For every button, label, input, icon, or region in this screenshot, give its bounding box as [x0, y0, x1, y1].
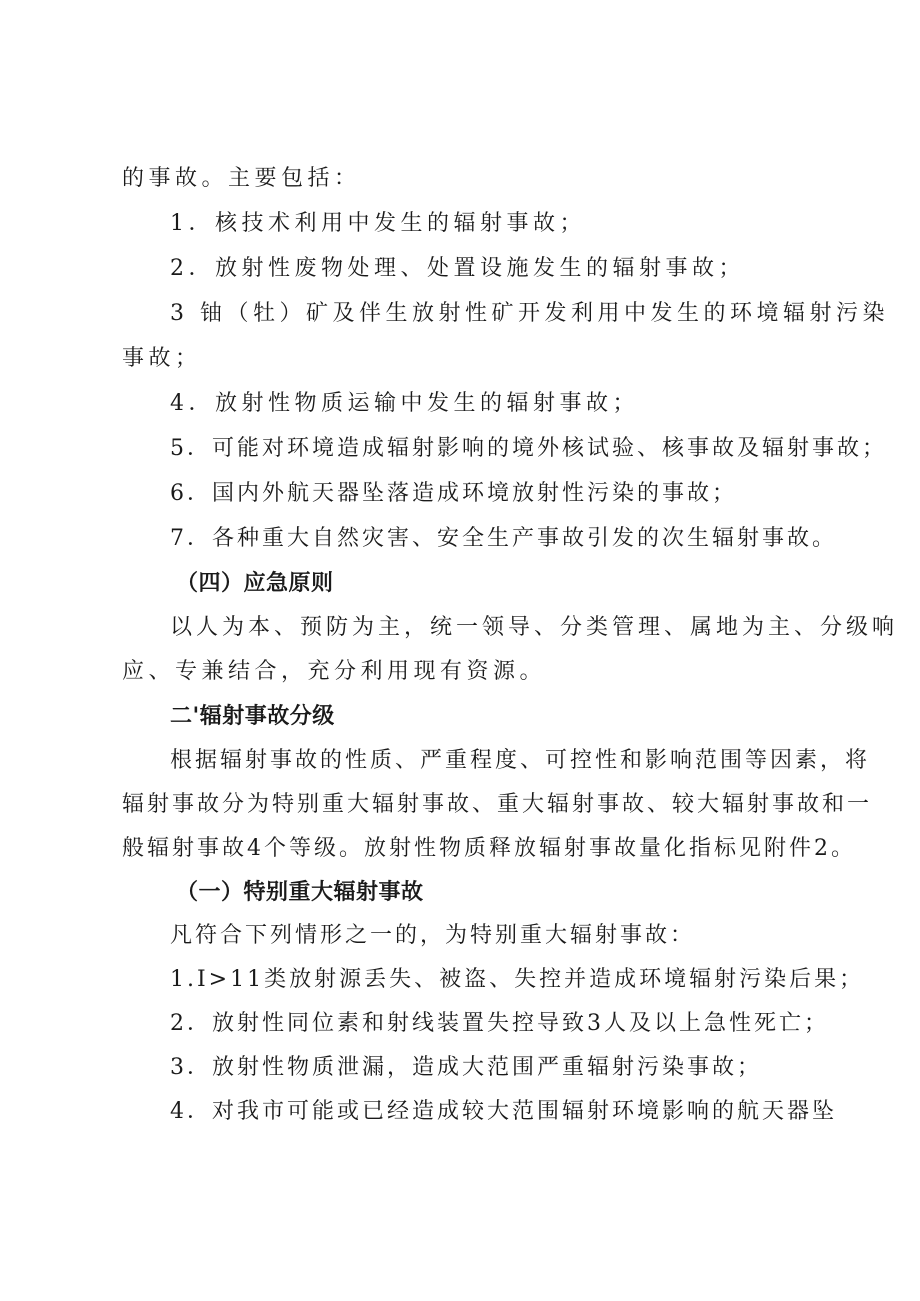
list-item-3-continued: 事故；	[122, 346, 202, 371]
body-text-line: 应、专兼结合，充分利用现有资源。	[122, 659, 547, 684]
list-item-2: 2．放射性同位素和射线装置失控导致3人及以上急性死亡；	[170, 1011, 829, 1036]
body-text-line: 根据辐射事故的性质、严重程度、可控性和影响范围等因素，将	[170, 748, 871, 773]
list-item-3: 3 铀（牡）矿及伴生放射性矿开发利用中发生的环境辐射污染	[170, 301, 889, 326]
list-item-5: 5．可能对环境造成辐射影响的境外核试验、核事故及辐射事故；	[170, 436, 887, 461]
list-item-2: 2．放射性废物处理、处置设施发生的辐射事故；	[170, 256, 745, 281]
section-heading-emergency-principles: （四）应急原则	[176, 571, 334, 596]
list-item-4: 4．放射性物质运输中发生的辐射事故；	[170, 391, 639, 416]
body-text-line: 以人为本、预防为主，统一领导、分类管理、属地为主、分级响	[170, 615, 899, 640]
list-item-4: 4．对我市可能或已经造成较大范围辐射环境影响的航天器坠	[170, 1099, 837, 1124]
list-item-7: 7．各种重大自然灾害、安全生产事故引发的次生辐射事故。	[170, 526, 837, 551]
body-text-line: 辐射事故分为特别重大辐射事故、重大辐射事故、较大辐射事故和一	[122, 792, 873, 817]
list-item-1: 1.I>11类放射源丢失、被盗、失控并造成环境辐射污染后果；	[170, 967, 865, 992]
section-heading-especially-major-accident: （一）特别重大辐射事故	[176, 880, 424, 905]
body-text-line: 凡符合下列情形之一的，为特别重大辐射事故：	[170, 923, 696, 948]
list-item-6: 6．国内外航天器坠落造成环境放射性污染的事故；	[170, 481, 737, 506]
list-item-3: 3．放射性物质泄漏，造成大范围严重辐射污染事故；	[170, 1055, 762, 1080]
body-text-line: 般辐射事故4个等级。放射性物质释放辐射事故量化指标见附件2。	[122, 836, 856, 861]
list-item-1: 1．核技术利用中发生的辐射事故；	[170, 211, 586, 236]
section-heading-accident-classification: 二'辐射事故分级	[170, 704, 335, 729]
body-text-line: 的事故。主要包括：	[122, 166, 361, 191]
